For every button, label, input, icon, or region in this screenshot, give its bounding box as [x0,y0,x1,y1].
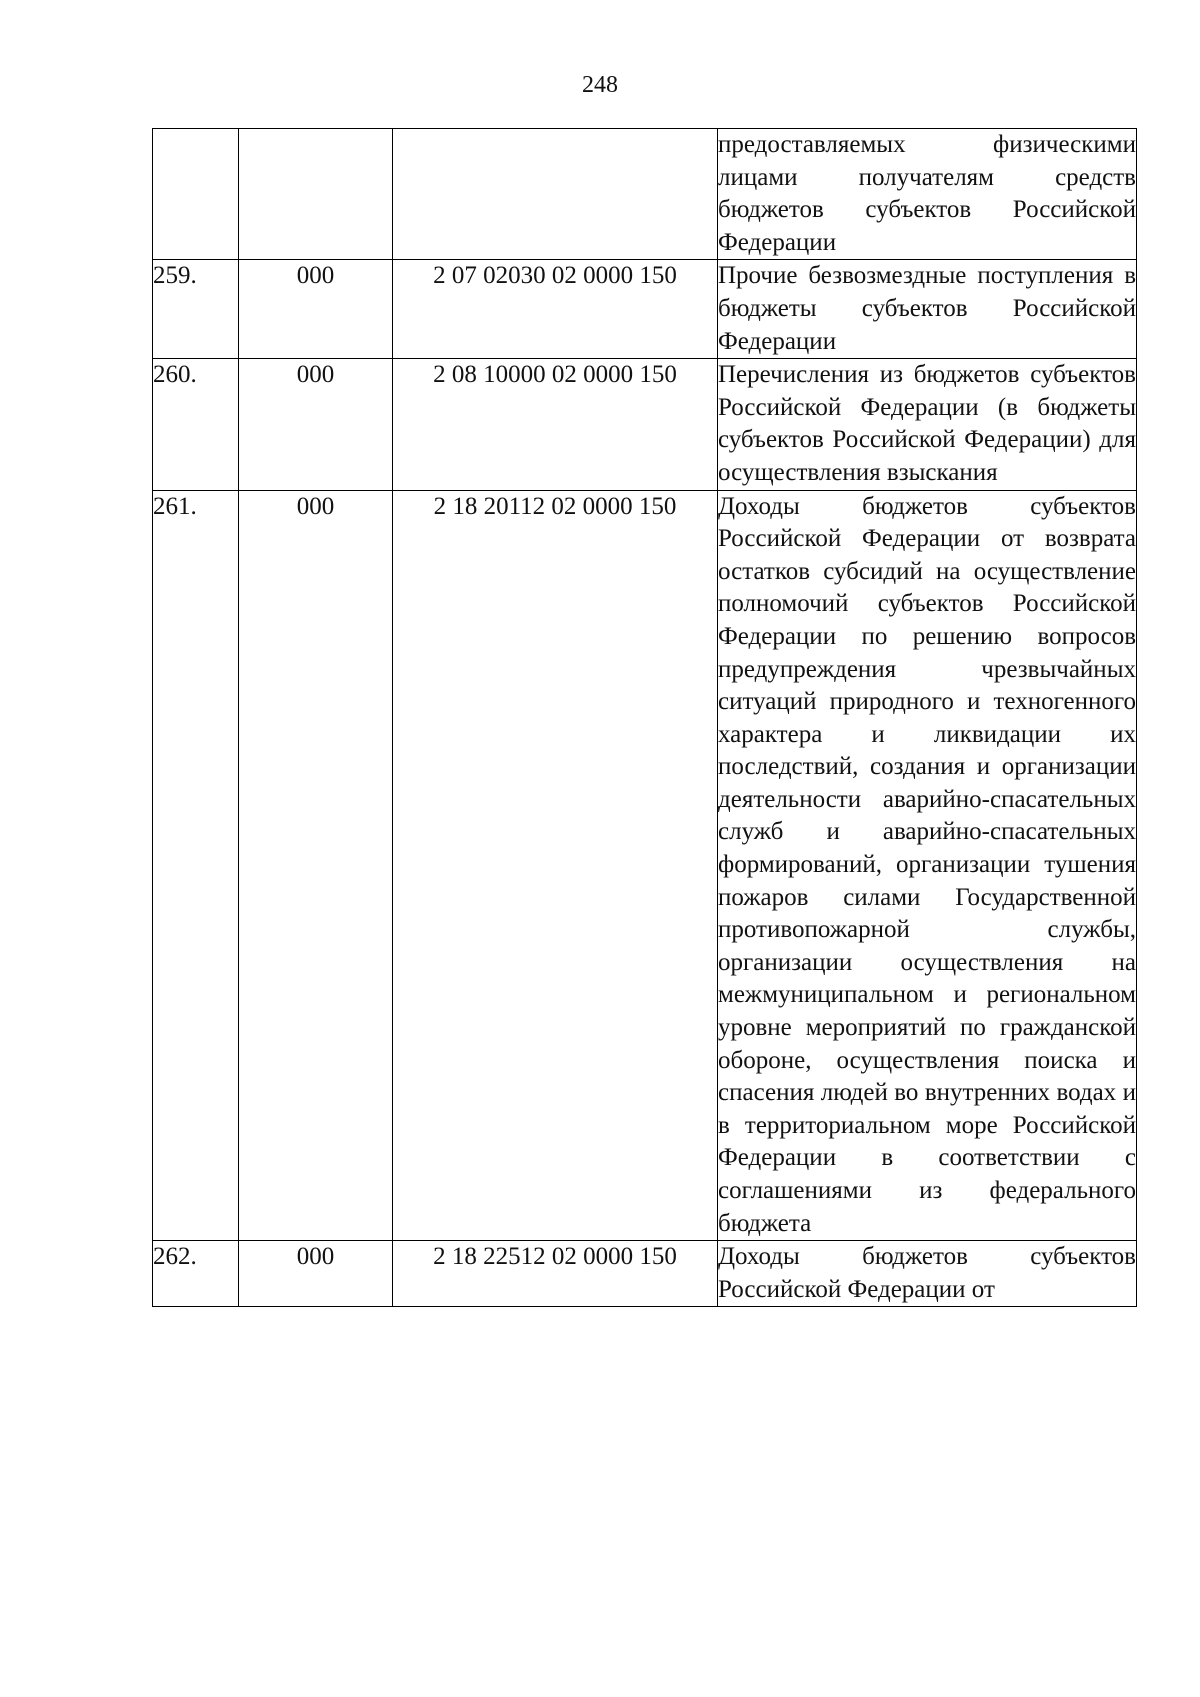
description-text: предоставляемых физическими лицами получателям средств бюджетов субъектов Российской Федерации [718,131,1136,256]
row-number-cell: 260. [153,359,239,490]
description-text: Доходы бюджетов субъектов Российской Федерации от [718,1243,1136,1303]
table-row [153,490,1137,1241]
description-text: Перечисления из бюджетов субъектов Российской Федерации (в бюджеты субъектов Российской Федерации) для осуществления взыскания [718,361,1136,486]
budget-code-cell [393,129,718,260]
description-cell [718,129,1137,260]
table-row [153,1241,1137,1307]
admin-code-cell: 000 [239,1241,393,1307]
admin-code-cell: 000 [239,260,393,359]
budget-code-cell: 2 08 10000 02 0000 150 [393,359,718,490]
description-cell [718,260,1137,359]
row-number-cell: 261. [153,490,239,1241]
row-number-cell: 259. [153,260,239,359]
page-number: 248 [582,72,618,98]
budget-code-cell: 2 07 02030 02 0000 150 [393,260,718,359]
description-cell [718,359,1137,490]
table-row [153,260,1137,359]
description-text: Доходы бюджетов субъектов Российской Федерации от возврата остатков субсидий на осуществление полномочий субъектов Российской Федерации по решению вопросов предупреждения чрезвычайных ситуаций природного и техногенного характера и ликвидации их последствий, создания и организации деятельности аварийно-спасательных служб и аварийно-спасательных формирований, организации тушения пожаров силами Государственной противопожарной службы, организации осуществления на межмуниципальном и региональном уровне мероприятий по гражданской обороне, осуществления поиска и спасения людей во внутренних водах и в территориальном море Российской Федерации в соответствии с соглашениями из федерального бюджета [718,492,1136,1237]
description-cell [718,490,1137,1241]
row-number-cell: 262. [153,1241,239,1307]
table-row [153,129,1137,260]
description-cell [718,1241,1137,1307]
admin-code-cell: 000 [239,490,393,1241]
table-row [153,359,1137,490]
admin-code-cell [239,129,393,260]
admin-code-cell: 000 [239,359,393,490]
description-text: Прочие безвозмездные поступления в бюджеты субъектов Российской Федерации [718,262,1136,355]
budget-code-cell: 2 18 22512 02 0000 150 [393,1241,718,1307]
budget-codes-table [152,128,1137,1307]
row-number-cell [153,129,239,260]
budget-code-cell: 2 18 20112 02 0000 150 [393,490,718,1241]
